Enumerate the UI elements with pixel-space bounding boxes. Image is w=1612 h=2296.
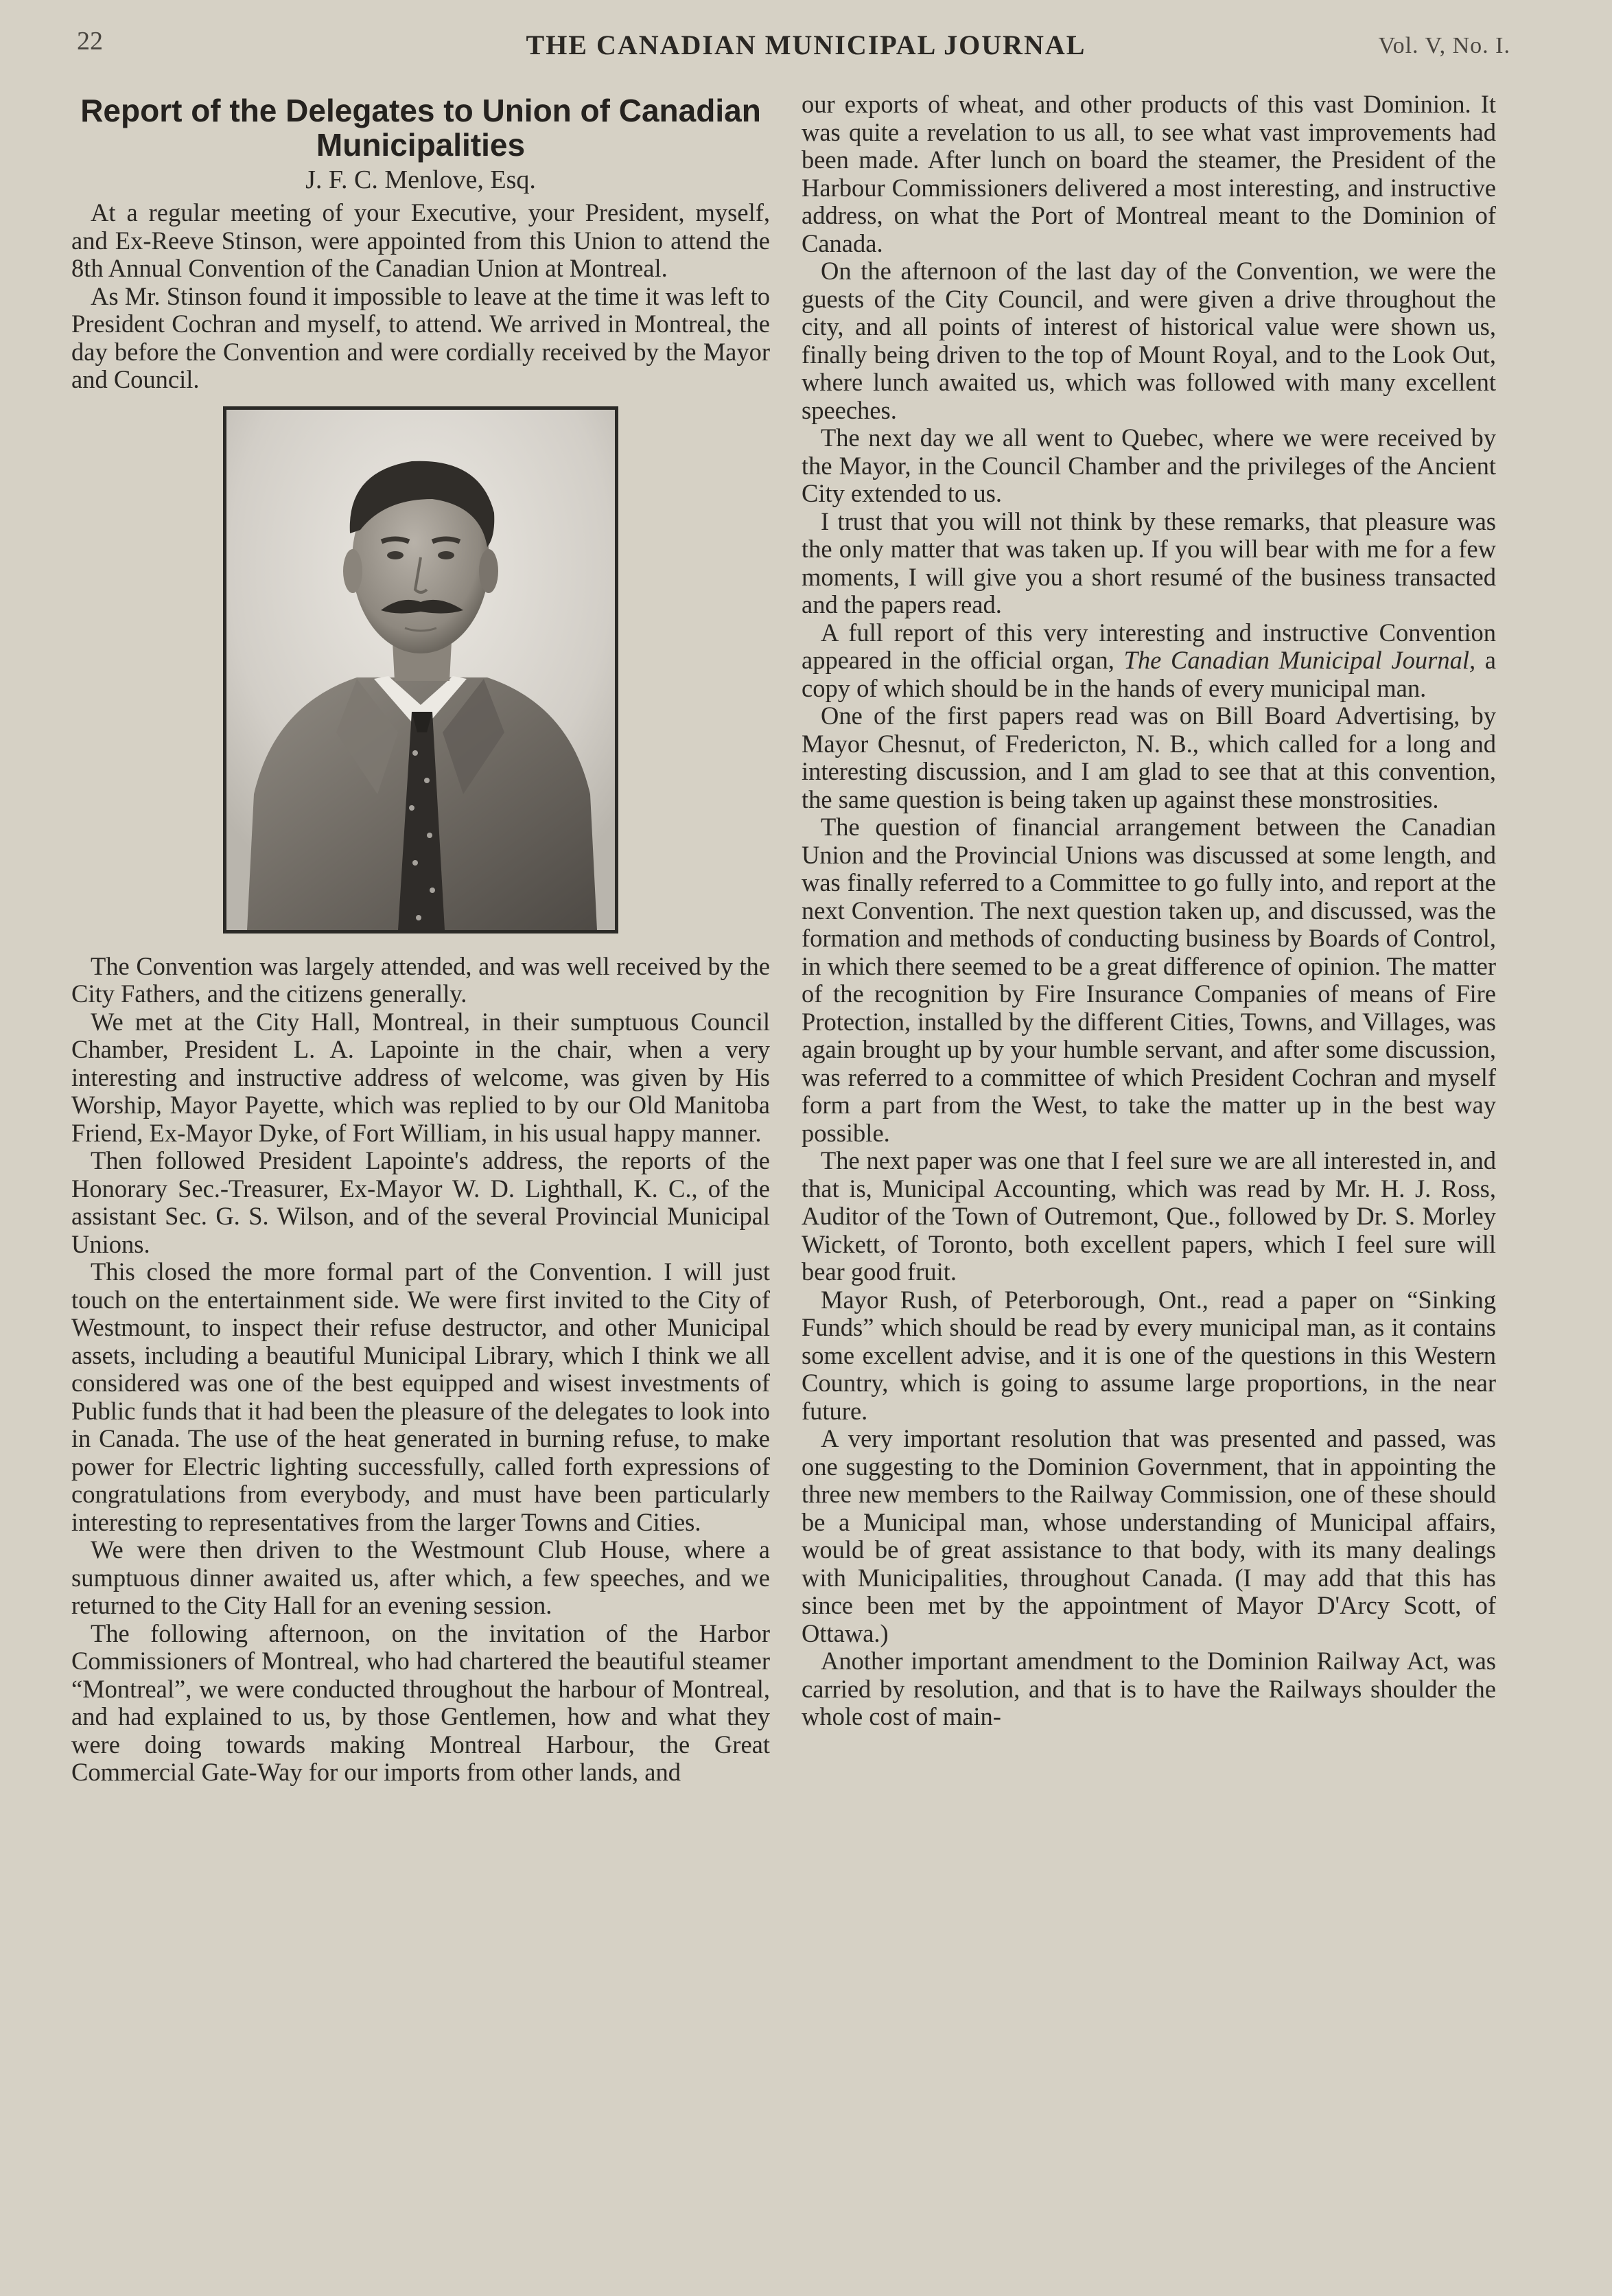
paragraph-continued: our exports of wheat, and other products of this vast Dominion. It was quite a revelation to us all, to see what vast improvements had been made. After lunch on board the steamer, the President of the Harbour Commissioners delivered a most interesting, and instructive address, on what the Port of Montreal meant to the Dominion of Canada. — [802, 90, 1496, 257]
paragraph: On the afternoon of the last day of the Convention, we were the guests of the City Council, and were given a drive throughout the city, and all points of interest of historical value were shown us, finally being driven to the top of Mount Royal, and to the Look Out, where lunch awaited us, which was followed with many excellent speeches. — [802, 257, 1496, 424]
article-title: Report of the Delegates to Union of Canadian Municipalities — [80, 93, 761, 163]
paragraph: The next paper was one that I feel sure we are all interested in, and that is, Municipal Accounting, which was read by Mr. H. J. Ross, Auditor of the Town of Outremont, Que., followed by Dr. S. Morley Wickett, of Toronto, both excellent papers, which I feel sure will bear good fruit. — [802, 1146, 1496, 1286]
paragraph: The next day we all went to Quebec, where we were received by the Mayor, in the Council Chamber and the privileges of the Ancient City extended to us. — [802, 424, 1496, 507]
paragraph: One of the first papers read was on Bill Board Advertising, by Mayor Chesnut, of Fredericton, N. B., which called for a long and interesting discussion, and I am glad to see that at this convention, the same question is being taken up against these monstrosities. — [802, 701, 1496, 813]
paragraph: I trust that you will not think by these remarks, that pleasure was the only matter that was taken up. If you will bear with me for a few moments, I will give you a short resumé of the business transacted and the papers read. — [802, 507, 1496, 618]
journal-name-italic: The Canadian Municipal Journal, — [1123, 646, 1476, 674]
paragraph: The Convention was largely attended, and was well received by the City Fathers, and the citizens generally. — [71, 951, 770, 1008]
text-run: A full report of this very interesting and instructive Convention appeared in the official organ, — [802, 618, 1496, 674]
page-number: 22 — [77, 27, 103, 56]
paragraph: This closed the more formal part of the Convention. I will just touch on the entertainment side. We were first invited to the City of Westmount, to inspect their refuse destructor, and other Municipal assets, including a beautiful Municipal Library, which I think we all considered was one of the best equipped and wisest investments of Public funds that it had been the pleasure of the delegates to look into in Canada. The use of the heat generated in burning refuse, to make power for Electric lighting successfully, called forth expressions of congratulations from everybody, and must have been particularly interesting to representatives from the larger Towns and Cities. — [71, 1257, 770, 1536]
portrait-illustration — [226, 410, 615, 930]
volume-number: Vol. V, No. I. — [1378, 33, 1510, 58]
paragraph: We were then driven to the Westmount Club House, where a sumptuous dinner awaited us, after which, a few speeches, and we returned to the City Hall for an evening session. — [71, 1535, 770, 1619]
text-run: a copy of which should be in the hands of every municipal man. — [802, 646, 1497, 702]
left-column — [71, 91, 770, 1787]
paragraph: The question of financial arrangement between the Canadian Union and the Provincial Unions was discussed at some length, and was finally referred to a Committee to go fully into, and report at the next Convention. The next question taken up, and discussed, was the formation and methods of conducting business by Boards of Control, in which there seemed to be a great difference of opinion. The matter of the recognition by Fire Insurance Companies of means of Fire Protection, installed by the different Cities, Towns, and Villages, was again brought up by your humble servant, and after some discussion, was referred to a committee of which President Cochran and myself form a part from the West, to take the matter up in the best way possible. — [802, 813, 1496, 1147]
paragraph: We met at the City Hall, Montreal, in their sumptuous Council Chamber, President L. A. Lapointe in the chair, when a very interesting and instructive address of welcome, was given by His Worship, Mayor Payette, which was replied to by our Old Manitoba Friend, Ex-Mayor Dyke, of Fort William, in his usual happy manner. — [71, 1007, 770, 1147]
paragraph: Mayor Rush, of Peterborough, Ont., read a paper on “Sinking Funds” which should be read by every municipal man, as it contains some excellent advise, and it is one of the questions in this Western Country, which is going to assume large proportions, in the near future. — [802, 1285, 1496, 1425]
running-head — [0, 26, 1612, 67]
paragraph-official-organ — [802, 619, 1496, 703]
paragraph: Another important amendment to the Dominion Railway Act, was carried by resolution, and that is to have the Railways shoulder the whole cost of main- — [802, 1647, 1496, 1730]
portrait-photo — [223, 406, 618, 934]
paragraph: The following afternoon, on the invitation of the Harbor Commissioners of Montreal, who had chartered the beautiful steamer “Montreal”, we were conducted throughout the harbour of Montreal, and had explained to us, by those Gentlemen, how and what they were doing towards making Montreal Harbour, the Great Commercial Gate-Way for our imports from other lands, and — [71, 1619, 770, 1786]
byline: J. F. C. Menlove, Esq. — [305, 165, 536, 194]
paragraph: Then followed President Lapointe's address, the reports of the Honorary Sec.-Treasurer, Ex-Mayor W. D. Lighthall, K. C., of the assistant Sec. G. S. Wilson, and of the several Provincial Municipal Unions. — [71, 1146, 770, 1258]
paragraph: As Mr. Stinson found it impossible to leave at the time it was left to President Cochran and myself, to attend. We arrived in Montreal, the day before the Convention and were cordially received by the Mayor and Council. — [71, 281, 770, 393]
paragraph: A very important resolution that was presented and passed, was one suggesting to the Dominion Government, that in appointing the three new members to the Railway Commission, one of these should be a Municipal man, whose understanding of Municipal affairs, would be of great assistance to that body, with its many dealings with Municipalities, throughout Canada. (I may add that this has since been met by the appointment of Mayor D'Arcy Scott, of Ottawa.) — [802, 1424, 1496, 1647]
right-column — [802, 91, 1496, 1731]
journal-title: THE CANADIAN MUNICIPAL JOURNAL — [526, 30, 1086, 60]
paragraph: At a regular meeting of your Executive, your President, myself, and Ex-Reeve Stinson, were appointed from this Union to attend the 8th Annual Convention of the Canadian Union at Montreal. — [71, 198, 770, 282]
